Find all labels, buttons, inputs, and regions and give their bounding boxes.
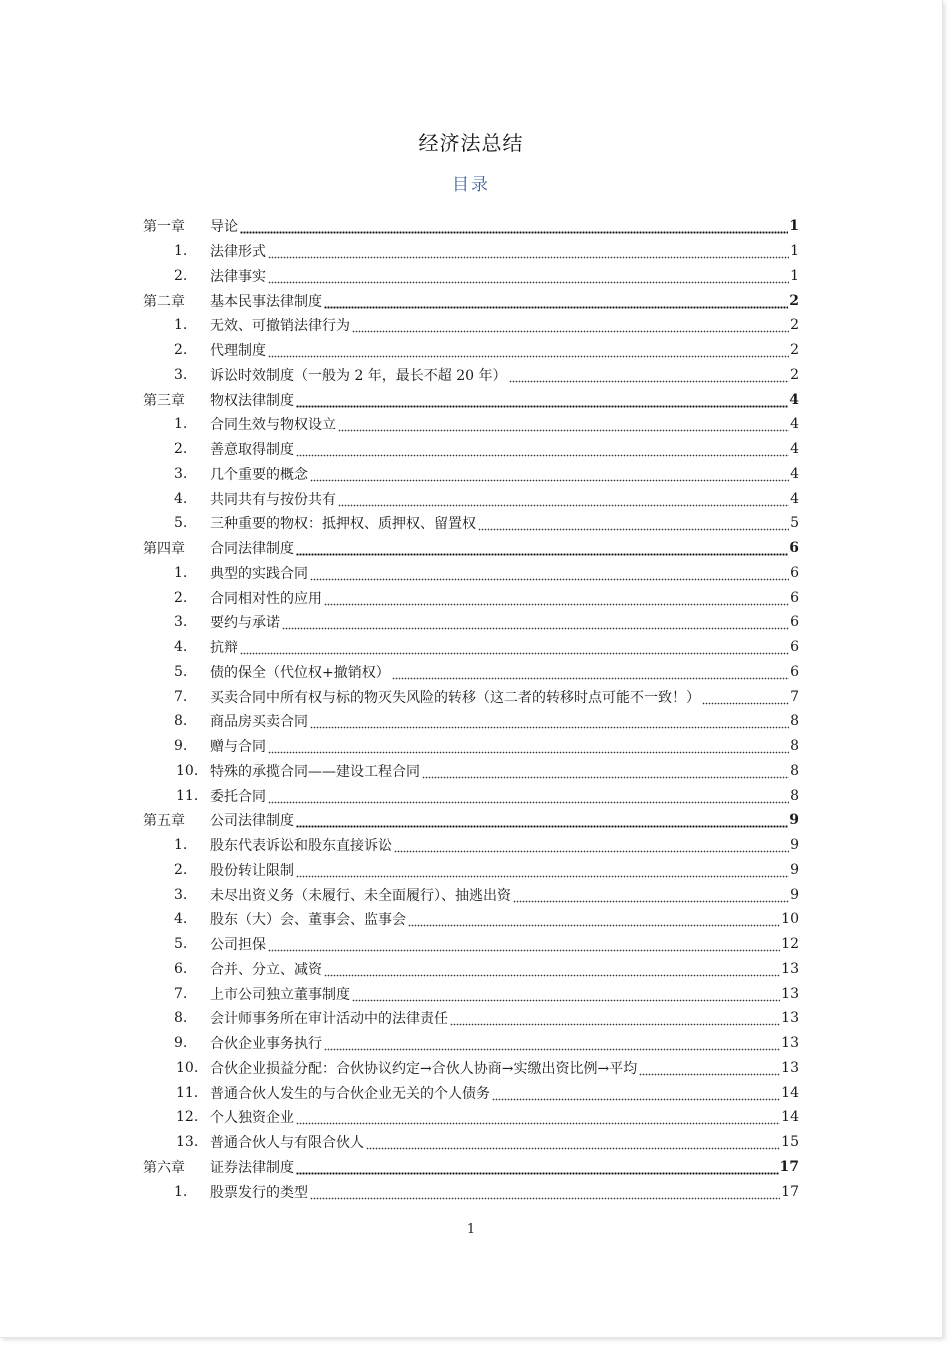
- toc-entry-number: 第一章: [143, 219, 185, 236]
- toc-entry-heading: [143, 810, 294, 830]
- toc-entry-heading: [143, 1182, 308, 1202]
- toc-entry-heading: [143, 934, 266, 954]
- toc-page-number: 2: [790, 342, 799, 359]
- toc-entry-number: 1.: [174, 416, 188, 433]
- toc-entry-heading: [143, 761, 420, 781]
- toc-entry-number: 1.: [174, 837, 188, 854]
- toc-entry-number: 3.: [174, 366, 188, 383]
- toc-chapter-entry[interactable]: [143, 214, 799, 239]
- toc-entry-heading: [143, 786, 266, 806]
- toc-entry-heading: [143, 984, 350, 1004]
- toc-page-number: 8: [790, 738, 799, 755]
- toc-page-number: 8: [790, 787, 799, 804]
- toc-entry-title: 赠与合同: [210, 739, 266, 756]
- toc-entry-number: 8.: [174, 713, 188, 730]
- toc-entry-number: 10.: [176, 1059, 199, 1076]
- toc-entry-title: 股份转让限制: [210, 862, 294, 879]
- toc-section-entry[interactable]: [143, 437, 799, 462]
- toc-chapter-entry[interactable]: [143, 387, 799, 412]
- toc-entry-number: 5.: [174, 515, 188, 532]
- toc-section-entry[interactable]: [143, 957, 799, 982]
- toc-entry-number: 6.: [174, 960, 188, 977]
- toc-section-entry[interactable]: [143, 635, 799, 660]
- toc-entry-heading: [143, 1058, 637, 1078]
- toc-section-entry[interactable]: [143, 1105, 799, 1130]
- toc-dot-leader: [338, 494, 789, 508]
- toc-dot-leader: [394, 840, 789, 854]
- toc-entry-heading: [143, 1083, 490, 1103]
- toc-dot-leader: [324, 964, 780, 978]
- toc-entry-title: 要约与承诺: [210, 615, 280, 632]
- toc-entry-heading: [143, 489, 336, 509]
- toc-entry-title: 委托合同: [210, 788, 266, 805]
- toc-dot-leader: [492, 1088, 780, 1102]
- toc-dot-leader: [702, 692, 789, 706]
- toc-entry-title: 导论: [210, 219, 238, 236]
- toc-section-entry[interactable]: [143, 759, 799, 784]
- toc-entry-title: 股东（大）会、董事会、监事会: [210, 912, 406, 929]
- toc-entry-heading: [143, 266, 266, 286]
- toc-dot-leader: [366, 1137, 780, 1151]
- toc-entry-title: 股东代表诉讼和股东直接诉讼: [210, 838, 392, 855]
- toc-entry-title: 合伙企业损益分配：合伙协议约定→合伙人协商→实缴出资比例→平均: [210, 1060, 638, 1077]
- toc-dot-leader: [296, 543, 788, 557]
- toc-page-number: 4: [790, 490, 799, 507]
- toc-entry-heading: [143, 340, 266, 360]
- toc-entry-title: 普通合伙人发生的与合伙企业无关的个人债务: [210, 1085, 490, 1102]
- toc-entry-heading: [143, 711, 308, 731]
- toc-dot-leader: [296, 1162, 779, 1176]
- toc-entry-number: 7.: [174, 985, 188, 1002]
- toc-section-entry[interactable]: [143, 932, 799, 957]
- toc-section-entry[interactable]: [143, 734, 799, 759]
- toc-section-entry[interactable]: [143, 981, 799, 1006]
- toc-dot-leader: [450, 1013, 780, 1027]
- toc-section-entry[interactable]: [143, 585, 799, 610]
- toc-page-number: 4: [790, 441, 799, 458]
- toc-page-number: 13: [781, 960, 799, 977]
- toc-dot-leader: [268, 939, 780, 953]
- toc-entry-number: 2.: [174, 267, 188, 284]
- toc-entry-title: 上市公司独立董事制度: [210, 986, 350, 1003]
- toc-page-number: 2: [789, 292, 799, 309]
- toc-entry-number: 4.: [174, 911, 188, 928]
- toc-page-number: 9: [790, 837, 799, 854]
- toc-dot-leader: [324, 296, 788, 310]
- toc-dot-leader: [268, 271, 789, 285]
- toc-entry-heading: [143, 390, 294, 410]
- toc-entry-heading: [143, 860, 294, 880]
- toc-page-number: 6: [790, 614, 799, 631]
- toc-entry-title: 股票发行的类型: [210, 1184, 308, 1201]
- toc-page-number: 14: [781, 1109, 799, 1126]
- toc-entry-number: 11.: [176, 787, 199, 804]
- toc-dot-leader: [296, 865, 789, 879]
- toc-entry-number: 第四章: [143, 541, 185, 558]
- toc-entry-heading: [143, 1132, 364, 1152]
- toc-entry-title: 合并、分立、减资: [210, 961, 322, 978]
- toc-section-entry[interactable]: [143, 610, 799, 635]
- toc-section-entry[interactable]: [143, 313, 799, 338]
- toc-section-entry[interactable]: [143, 511, 799, 536]
- toc-entry-title: 个人独资企业: [210, 1110, 294, 1127]
- toc-section-entry[interactable]: [143, 264, 799, 289]
- toc-dot-leader: [310, 469, 789, 483]
- toc-page-number: 13: [781, 1035, 799, 1052]
- toc-page-number: 4: [790, 465, 799, 482]
- toc-page-number: 9: [789, 812, 799, 829]
- toc-dot-leader: [639, 1063, 780, 1077]
- toc-entry-number: 9.: [174, 1035, 188, 1052]
- toc-section-entry[interactable]: [143, 561, 799, 586]
- toc-entry-title: 公司担保: [210, 937, 266, 954]
- toc-dot-leader: [296, 1112, 780, 1126]
- toc-entry-heading: [143, 241, 266, 261]
- toc-entry-title: 证券法律制度: [210, 1159, 294, 1176]
- toc-section-entry[interactable]: [143, 462, 799, 487]
- toc-page-number: 7: [790, 688, 799, 705]
- toc-entry-number: 10.: [176, 762, 199, 779]
- toc-entry-title: 债的保全（代位权+撤销权）: [210, 664, 390, 681]
- toc-page-number: 8: [790, 762, 799, 779]
- toc-entry-number: 2.: [174, 589, 188, 606]
- toc-entry-number: 5.: [174, 663, 188, 680]
- toc-entry-heading: [143, 687, 700, 707]
- toc-entry-number: 5.: [174, 936, 188, 953]
- toc-section-entry[interactable]: [143, 1179, 799, 1204]
- toc-entry-number: 13.: [176, 1134, 199, 1151]
- toc-entry-heading: [143, 612, 280, 632]
- toc-entry-number: 第六章: [143, 1159, 185, 1176]
- toc-entry-heading: [143, 1107, 294, 1127]
- toc-entry-title: 物权法律制度: [210, 392, 294, 409]
- toc-dot-leader: [352, 989, 780, 1003]
- toc-section-entry[interactable]: [143, 363, 799, 388]
- toc-page-number: 9: [790, 861, 799, 878]
- toc-entry-number: 8.: [174, 1010, 188, 1027]
- toc-dot-leader: [513, 890, 789, 904]
- toc-entry-heading: [143, 909, 406, 929]
- toc-page-number: 6: [790, 663, 799, 680]
- toc-entry-number: 1.: [174, 317, 188, 334]
- toc-section-entry[interactable]: [143, 338, 799, 363]
- toc-entry-heading: [143, 885, 511, 905]
- toc-section-entry[interactable]: [143, 907, 799, 932]
- toc-entry-heading: [143, 216, 238, 236]
- page-number: 1: [466, 1222, 476, 1237]
- toc-dot-leader: [268, 741, 789, 755]
- document-title: 经济法总结: [418, 131, 524, 155]
- toc-chapter-entry[interactable]: [143, 1155, 799, 1180]
- toc-section-entry[interactable]: [143, 709, 799, 734]
- toc-page-number: 9: [790, 886, 799, 903]
- toc-entry-number: 2.: [174, 342, 188, 359]
- toc-dot-leader: [296, 444, 789, 458]
- toc-entry-title: 普通合伙人与有限合伙人: [210, 1135, 364, 1152]
- toc-chapter-entry[interactable]: [143, 808, 799, 833]
- toc-dot-leader: [310, 1187, 780, 1201]
- toc-page-number: 1: [790, 267, 799, 284]
- toc-entry-number: 2.: [174, 441, 188, 458]
- toc-section-entry[interactable]: [143, 486, 799, 511]
- toc-entry-title: 基本民事法律制度: [210, 293, 322, 310]
- toc-entry-heading: [143, 959, 322, 979]
- toc-page-number: 12: [781, 936, 799, 953]
- toc-page-number: 17: [779, 1158, 799, 1175]
- toc-page-number: 5: [790, 515, 799, 532]
- toc-entry-title: 合同生效与物权设立: [210, 417, 336, 434]
- toc-entry-number: 3.: [174, 886, 188, 903]
- toc-page-number: 8: [790, 713, 799, 730]
- toc-entry-number: 2.: [174, 861, 188, 878]
- toc-entry-heading: [143, 464, 308, 484]
- toc-chapter-entry[interactable]: [143, 536, 799, 561]
- toc-entry-heading: [143, 1157, 294, 1177]
- toc-page-number: 17: [781, 1183, 799, 1200]
- toc-page-number: 6: [790, 639, 799, 656]
- toc-entry-heading: [143, 315, 350, 335]
- toc-entry-title: 抗辩: [210, 640, 238, 657]
- toc-entry-number: 4.: [174, 490, 188, 507]
- toc-entry-number: 1.: [174, 1183, 188, 1200]
- toc-entry-heading: [143, 513, 476, 533]
- toc-entry-heading: [143, 538, 294, 558]
- toc-page-number: 4: [789, 391, 799, 408]
- toc-entry-title: 公司法律制度: [210, 813, 294, 830]
- toc-entry-title: 合伙企业事务执行: [210, 1036, 322, 1053]
- toc-entry-number: 第五章: [143, 813, 185, 830]
- toc-entry-title: 买卖合同中所有权与标的物灭失风险的转移（这二者的转移时点可能不一致！）: [210, 689, 700, 706]
- toc-entry-heading: [143, 563, 308, 583]
- toc-dot-leader: [422, 766, 789, 780]
- toc-dot-leader: [296, 815, 788, 829]
- toc-section-entry[interactable]: [143, 882, 799, 907]
- toc-entry-title: 商品房买卖合同: [210, 714, 308, 731]
- toc-dot-leader: [268, 246, 789, 260]
- toc-entry-title: 特殊的承揽合同——建设工程合同: [210, 763, 420, 780]
- toc-dot-leader: [268, 345, 789, 359]
- toc-dot-leader: [324, 593, 789, 607]
- toc-entry-title: 未尽出资义务（未履行、未全面履行）、抽逃出资: [210, 887, 511, 904]
- toc-entry-title: 共同共有与按份共有: [210, 491, 336, 508]
- toc-entry-number: 3.: [174, 465, 188, 482]
- toc-entry-heading: [143, 637, 238, 657]
- toc-dot-leader: [282, 617, 789, 631]
- toc-entry-heading: [143, 1033, 322, 1053]
- toc-dot-leader: [324, 1038, 780, 1052]
- toc-page-number: 15: [781, 1134, 799, 1151]
- toc-page-number: 13: [781, 1010, 799, 1027]
- toc-page-number: 1: [789, 218, 799, 235]
- toc-entry-heading: [143, 662, 390, 682]
- toc-entry-number: 3.: [174, 614, 188, 631]
- toc-page-number: 10: [781, 911, 799, 928]
- toc-section-entry[interactable]: [143, 858, 799, 883]
- toc-page-number: 13: [781, 985, 799, 1002]
- toc-dot-leader: [240, 642, 789, 656]
- toc-page-number: 6: [790, 564, 799, 581]
- toc-heading: 目录: [452, 175, 490, 195]
- toc-entry-number: 1.: [174, 243, 188, 260]
- toc-dot-leader: [240, 221, 788, 235]
- toc-dot-leader: [268, 791, 789, 805]
- toc-page-number: 2: [790, 317, 799, 334]
- toc-entry-title: 法律形式: [210, 244, 266, 261]
- toc-dot-leader: [509, 370, 790, 384]
- toc-section-entry[interactable]: [143, 412, 799, 437]
- toc-entry-title: 三种重要的物权：抵押权、质押权、留置权: [210, 516, 476, 533]
- toc-entry-number: 12.: [176, 1109, 199, 1126]
- toc-entry-title: 代理制度: [210, 343, 266, 360]
- toc-entry-number: 1.: [174, 564, 188, 581]
- toc-entry-number: 7.: [174, 688, 188, 705]
- toc-entry-title: 几个重要的概念: [210, 466, 308, 483]
- toc-page-number: 4: [790, 416, 799, 433]
- toc-section-entry[interactable]: [143, 1031, 799, 1056]
- toc-page-number: 2: [790, 366, 799, 383]
- toc-page-number: 6: [789, 540, 799, 557]
- toc-dot-leader: [352, 320, 789, 334]
- toc-entry-heading: [143, 835, 392, 855]
- toc-entry-title: 合同相对性的应用: [210, 590, 322, 607]
- toc-dot-leader: [338, 419, 789, 433]
- toc-entry-heading: [143, 736, 266, 756]
- toc-entry-title: 会计师事务所在审计活动中的法律责任: [210, 1011, 448, 1028]
- toc-section-entry[interactable]: [143, 783, 799, 808]
- toc-page-number: 6: [790, 589, 799, 606]
- toc-entry-heading: [143, 439, 294, 459]
- toc-entry-number: 第三章: [143, 392, 185, 409]
- toc-entry-number: 9.: [174, 738, 188, 755]
- toc-dot-leader: [478, 518, 789, 532]
- toc-entry-title: 无效、可撤销法律行为: [210, 318, 350, 335]
- toc-entry-heading: [143, 414, 336, 434]
- toc-dot-leader: [310, 568, 789, 582]
- toc-section-entry[interactable]: [143, 660, 799, 685]
- toc-entry-title: 合同法律制度: [210, 541, 294, 558]
- toc-entry-heading: [143, 365, 507, 385]
- toc-dot-leader: [310, 716, 789, 730]
- toc-entry-title: 诉讼时效制度（一般为 2 年，最长不超 20 年）: [210, 367, 507, 384]
- toc-dot-leader: [296, 395, 788, 409]
- toc-section-entry[interactable]: [143, 1130, 799, 1155]
- toc-entry-number: 11.: [176, 1084, 199, 1101]
- toc-section-entry[interactable]: [143, 1056, 799, 1081]
- toc-section-entry[interactable]: [143, 684, 799, 709]
- toc-page-number: 1: [790, 243, 799, 260]
- toc-entry-heading: [143, 291, 322, 311]
- toc-entry-heading: [143, 588, 322, 608]
- table-of-contents: [143, 214, 799, 1204]
- toc-entry-number: 第二章: [143, 293, 185, 310]
- toc-page-number: 14: [781, 1084, 799, 1101]
- toc-entry-heading: [143, 1008, 448, 1028]
- toc-section-entry[interactable]: [143, 239, 799, 264]
- toc-entry-title: 典型的实践合同: [210, 565, 308, 582]
- toc-section-entry[interactable]: [143, 1006, 799, 1031]
- toc-section-entry[interactable]: [143, 833, 799, 858]
- toc-chapter-entry[interactable]: [143, 288, 799, 313]
- toc-page-number: 13: [781, 1059, 799, 1076]
- toc-dot-leader: [408, 914, 780, 928]
- toc-dot-leader: [392, 667, 789, 681]
- toc-section-entry[interactable]: [143, 1080, 799, 1105]
- toc-entry-number: 4.: [174, 639, 188, 656]
- toc-entry-title: 善意取得制度: [210, 442, 294, 459]
- toc-entry-title: 法律事实: [210, 268, 266, 285]
